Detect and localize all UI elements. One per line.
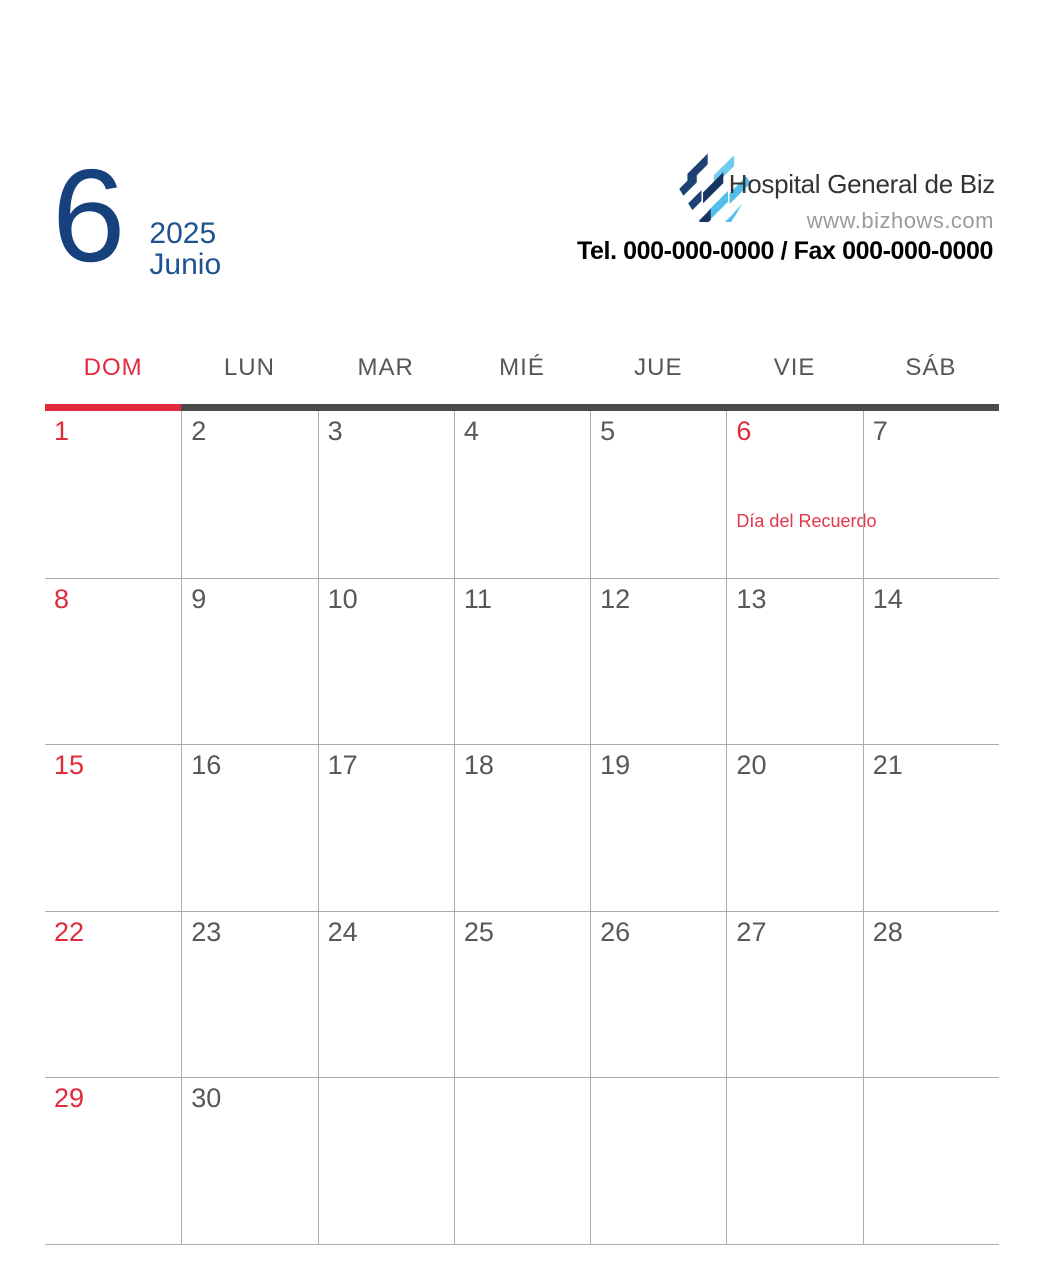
- day-number: 25: [463, 916, 494, 947]
- day-number: 28: [872, 916, 903, 947]
- day-number: 4: [463, 416, 479, 446]
- day-cell-29: [45, 1077, 181, 1244]
- day-cell-empty: [590, 1077, 726, 1244]
- weekday-header-sáb: SÁB: [905, 354, 957, 381]
- day-number: 2: [191, 416, 207, 446]
- day-cell-11: [454, 578, 590, 745]
- day-cell-27: [726, 911, 862, 1078]
- day-cell-15: [45, 744, 181, 911]
- weekday-underline: [181, 404, 999, 411]
- day-cell-6: [726, 411, 877, 578]
- day-cell-25: [454, 911, 590, 1078]
- day-number: 21: [872, 750, 903, 781]
- org-website: www.bizhows.com: [806, 208, 994, 233]
- day-cell-5: [590, 411, 726, 578]
- day-cell-20: [726, 744, 862, 911]
- sunday-underline: [45, 404, 181, 411]
- day-number: 8: [54, 583, 70, 614]
- weekday-header-mar: MAR: [357, 354, 414, 381]
- day-number: 15: [54, 750, 85, 781]
- calendar-grid: [45, 411, 999, 1245]
- day-number: 19: [600, 750, 631, 781]
- weekday-header-vie: VIE: [773, 354, 816, 381]
- day-number: 18: [463, 750, 494, 781]
- year-label: 2025: [149, 217, 217, 250]
- day-number: 3: [327, 416, 343, 446]
- day-number: 23: [191, 916, 222, 947]
- weekday-header-row: [45, 332, 999, 404]
- holiday-label: Día del Recuerdo: [736, 511, 877, 531]
- day-number: 9: [191, 583, 207, 614]
- month-block: [52, 142, 222, 289]
- day-cell-empty: [863, 1077, 999, 1244]
- day-number: 27: [736, 916, 767, 947]
- month-name: Junio: [149, 248, 222, 281]
- weekday-header-jue: JUE: [634, 354, 683, 381]
- day-cell-12: [590, 578, 726, 745]
- month-number: 6: [52, 142, 124, 289]
- weekday-header-dom: DOM: [83, 354, 143, 381]
- day-cell-17: [318, 744, 454, 911]
- org-name: Hospital General de Biz: [728, 169, 995, 199]
- weekday-header-mié: MIÉ: [499, 354, 545, 381]
- day-number: 13: [736, 583, 767, 614]
- day-cell-empty: [726, 1077, 862, 1244]
- day-number: 7: [872, 416, 888, 446]
- day-cell-8: [45, 578, 181, 745]
- day-cell-24: [318, 911, 454, 1078]
- day-cell-9: [181, 578, 317, 745]
- day-number: 14: [872, 583, 903, 614]
- day-number: 16: [191, 750, 222, 781]
- day-cell-1: [45, 411, 181, 578]
- day-number: 1: [54, 416, 70, 446]
- day-cell-empty: [454, 1077, 590, 1244]
- day-number: 11: [463, 583, 492, 614]
- year-month: [149, 218, 221, 282]
- day-cell-10: [318, 578, 454, 745]
- day-number: 29: [54, 1083, 85, 1114]
- day-number: 5: [600, 416, 616, 446]
- day-number: 12: [600, 583, 631, 614]
- weekday-header-lun: LUN: [223, 354, 275, 381]
- day-cell-4: [454, 411, 590, 578]
- day-number: 22: [54, 916, 85, 947]
- header-underline-bar: [45, 404, 999, 411]
- day-cell-16: [181, 744, 317, 911]
- day-cell-empty: [318, 1077, 454, 1244]
- day-number: 30: [191, 1083, 222, 1114]
- day-cell-14: [863, 578, 999, 745]
- day-cell-22: [45, 911, 181, 1078]
- day-cell-19: [590, 744, 726, 911]
- day-number: 20: [736, 750, 767, 781]
- day-cell-30: [181, 1077, 317, 1244]
- day-cell-13: [726, 578, 862, 745]
- day-number: 10: [327, 583, 358, 614]
- day-cell-28: [863, 911, 999, 1078]
- day-cell-3: [318, 411, 454, 578]
- day-cell-7: [863, 411, 999, 578]
- day-cell-21: [863, 744, 999, 911]
- day-number: 26: [600, 916, 631, 947]
- day-number: 6: [736, 416, 752, 446]
- day-cell-2: [181, 411, 317, 578]
- day-cell-18: [454, 744, 590, 911]
- day-cell-26: [590, 911, 726, 1078]
- day-number: 17: [327, 750, 358, 781]
- day-number: 24: [327, 916, 358, 947]
- calendar: [45, 332, 999, 1245]
- day-cell-23: [181, 911, 317, 1078]
- org-contact: Tel. 000-000-0000 / Fax 000-000-0000: [577, 237, 993, 265]
